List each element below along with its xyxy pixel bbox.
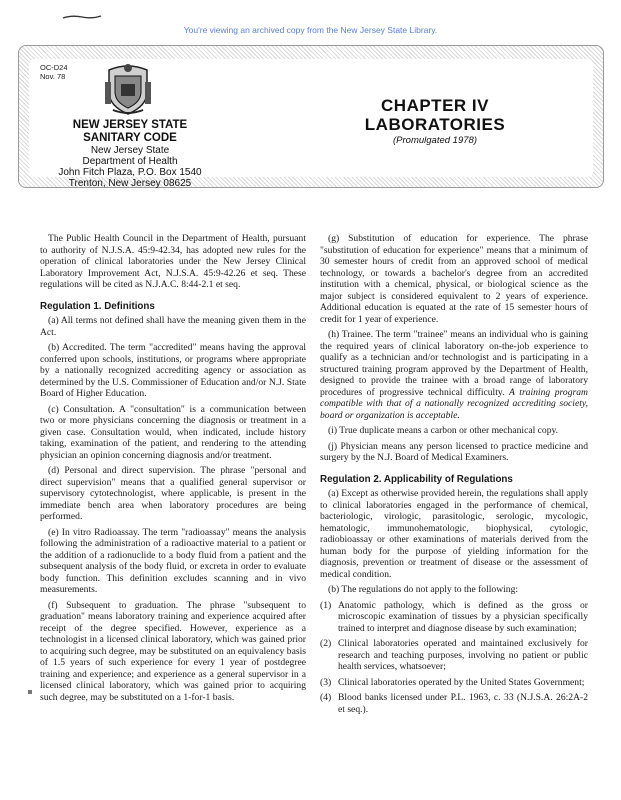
state-seal-icon [103,62,153,116]
chapter-heading [310,96,560,148]
definition-d: (d) Personal and direct supervision. The phrase "personal and direct supervision" means that a qualified general supervisor or supervisory cytotechnologist, where applicable, is present in the immediate bench area when laboratory procedures are being performed. [40,465,306,522]
definition-a: (a) All terms not defined shall have the meaning given them in the Act. [40,315,306,338]
left-column [40,233,306,707]
definition-g: (g) Substitution of education for experience. The phrase "substitution of education for experience" means that a minimum of 30 semester hours of credit from an approved school of medical technology, or towards a bachelor's degree from an accredited institution with a chemical, physical, or biological science as the major subject is considered equivalent to 2 years of experience. Additional education is equated at the rate of 15 semester hours of credit for 1 year of experience. [320,233,588,325]
archive-notice: You're viewing an archived copy from the New Jersey State Library. [183,25,438,35]
agency-address-line: Department of Health [82,156,178,167]
agency-block [40,119,220,189]
promulgation-note: (Promulgated 1978) [393,135,477,146]
doc-code-line: Nov. 78 [40,72,66,81]
chapter-number: CHAPTER IV [381,96,489,115]
doc-code-line: OC-D24 [40,63,68,72]
agency-address-line: Trenton, New Jersey 08625 [68,178,192,189]
list-item [320,600,588,635]
list-item-number: (1) [320,599,332,611]
definition-h-text: (h) Trainee. The term "trainee" means an individual who is gaining the required years of clinical laboratory on-the-job experience to qualify as a technician and/or technologist and is participating in a structured training program approved by the Department of Health, designed to provide the trainee with a broad range of laboratory procedures of progressive technical difficulty. [320,329,588,398]
chapter-title: LABORATORIES [364,115,506,134]
list-item [320,677,588,689]
applicability-b: (b) The regulations do not apply to the following: [328,584,519,595]
list-item-text: Clinical laboratories operated and maintained exclusively for research and teaching purposes, involving no patient or public health services, whatsoever; [338,638,588,672]
applicability-a: (a) Except as otherwise provided herein, the regulations shall apply to clinical laboratories engaged in the performance of chemical, bacteriologic, virologic, parasitologic, serologic, mycologic, hematologic, immunohematologic, biophysical, cytologic, radiobioassay or other examinations of materials derived from the human body for the purpose of yielding information for the diagnosis, prevention or treatment of disease or the assessment of medical condition. [320,488,588,580]
agency-address-line: New Jersey State [90,145,170,156]
definition-c: (c) Consultation. A "consultation" is a communication between two or more physicians concerning the diagnosis or treatment in a given case. Consultation would, when indicated, include history taking, examination of the patient, and rendering to the attending physician an opinion concerning diagnosis and/or treatment. [40,403,306,461]
intro-paragraph: The Public Health Council in the Department of Health, pursuant to authority of N.J.S.A. 45:9-42.34, has adopted new rules for the operation of clinical laboratories under the New Jersey Clinical Laboratory Improvement Act, N.J.S.A. 45:9-42.26 et seq. These regulations will be cited as N.J.A.C. 8:44-2.1 et seq. [40,233,306,290]
definition-f: (f) Subsequent to graduation. The phrase "subsequent to graduation" means laboratory training and experience acquired after receipt of the degree specified. However, experience as a technologist in a licensed clinical laboratory, which was gained prior to acquiring such degree, may be substituted on an equivalency basis of 1.5 years of such experience for every 1 year of postdegree training and experience; and experience as a general supervisor in a licensed clinical laboratory, which was gained prior to acquiring such degree, may be substituted on a 1-for-1 basis. [40,599,306,703]
definition-h [320,329,588,421]
regulation-2-heading: Regulation 2. Applicability of Regulations [320,473,513,485]
list-item-text: Clinical laboratories operated by the United States Government; [338,676,585,688]
agency-title: SANITARY CODE [83,132,177,144]
list-item [320,638,588,673]
definition-b: (b) Accredited. The term "accredited" means having the approval conferred upon schools, institutions, or programs where appropriate by a nationally recognized accrediting agency or association as determined by the U.S. Commissioner of Education and/or N.J. State Board of Higher Education. [40,342,306,399]
list-item [320,692,588,715]
margin-mark [28,690,32,694]
exemption-list [320,600,588,716]
scan-mark-icon [62,14,102,20]
list-item-number: (2) [320,638,332,649]
list-item-number: (3) [320,676,332,688]
agency-title: NEW JERSEY STATE [72,119,188,131]
definition-i: (i) True duplicate means a carbon or other mechanical copy. [328,425,559,436]
list-item-text: Blood banks licensed under P.L. 1963, c. 33 (N.J.S.A. 26:2A-2 et seq.). [338,692,588,715]
document-code [40,63,68,81]
definition-h-italic: A training program compatible with that of a nationally recognized accrediting society, board or organization is acceptable. [320,386,588,421]
definition-e: (e) In vitro Radioassay. The term "radioassay" means the analysis following the administration of a radioactive material to a patient or the addition of a radionuclide to a body fluid from a patient and the subsequent analysis of the body fluid, or excreta in order to evaluate body function. This definition excludes scanning and in vivo measurements. [40,526,306,595]
right-column [320,233,588,719]
list-item-number: (4) [320,692,332,703]
agency-address-line: John Fitch Plaza, P.O. Box 1540 [58,167,202,178]
definition-j: (j) Physician means any person licensed to practice medicine and surgery by the N.J. Board of Medical Examiners. [320,440,588,463]
regulation-1-heading: Regulation 1. Definitions [40,300,155,312]
list-item-text: Anatomic pathology, which is defined as the gross or microscopic examination of tissues by a physician specifically trained to interpret and diagnose disease by such examination; [338,599,588,634]
